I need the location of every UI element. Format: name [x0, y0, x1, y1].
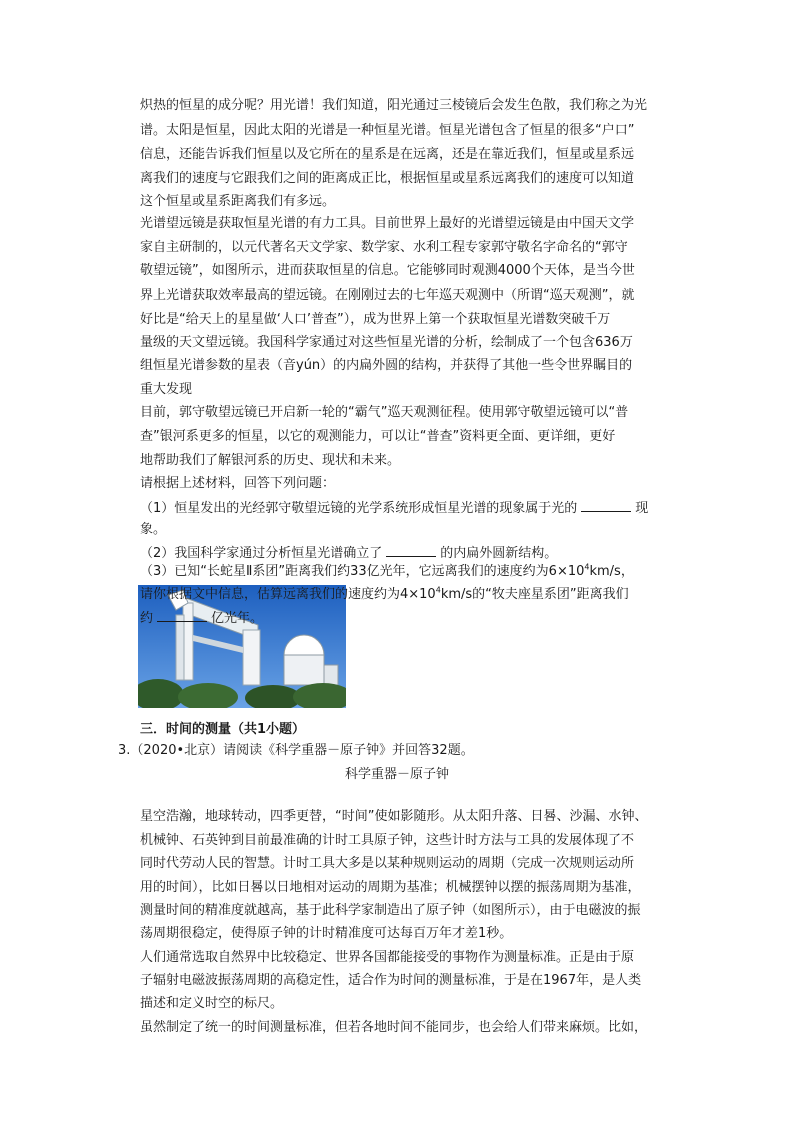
question-text: 约	[140, 611, 154, 626]
passage-line: 炽热的恒星的成分呢？用光谱！我们知道，阳光通过三棱镜后会发生色散，我们称之为光	[140, 98, 648, 113]
passage-line: 机械钟、石英钟到目前最准确的计时工具原子钟，这些计时方法与工具的发展体现了不	[140, 833, 635, 848]
question-text: 现	[635, 501, 649, 516]
question-3-line	[140, 609, 263, 627]
answer-blank[interactable]	[581, 499, 631, 512]
answer-blank[interactable]	[386, 544, 436, 557]
passage-line: 量级的天文望远镜。我国科学家通过对这些恒星光谱的分析，绘制成了一个包含636万	[140, 335, 633, 350]
passage-line: 虽然制定了统一的时间测量标准，但若各地时间不能同步，也会给人们带来麻烦。比如，	[140, 1020, 648, 1035]
passage-line: 光谱望远镜是获取恒星光谱的有力工具。目前世界上最好的光谱望远镜是由中国天文学	[140, 216, 635, 231]
exponent: 4	[584, 562, 590, 572]
passage-line: 地帮助我们了解银河系的历史、现状和未来。	[140, 453, 401, 468]
question-text: 亿光年。	[211, 611, 264, 626]
passage-line: 界上光谱获取效率最高的望远镜。在刚刚过去的七年巡天观测中（所谓“巡天观测”，就	[140, 288, 635, 303]
passage-line: 这个恒星或星系距离我们有多远。	[140, 194, 336, 209]
question-text: （3）已知“长蛇星Ⅱ系团”距离我们约33亿光年，它远离我们的速度约为6×10	[140, 564, 585, 579]
answer-blank[interactable]	[157, 609, 207, 622]
passage-line: 信息，还能告诉我们恒星以及它所在的星系是在远离，还是在靠近我们，恒星或星系远	[140, 147, 635, 162]
section-heading: 三．时间的测量（共1小题）	[140, 722, 306, 737]
question-text: 的内扁外圆新结构。	[440, 546, 558, 561]
passage-line: 同时代劳动人民的智慧。计时工具大多是以某种规则运动的周期（完成一次规则运动所	[140, 856, 635, 871]
passage-line: 测量时间的精准度就越高，基于此科学家制造出了原子钟（如图所示），由于电磁波的振	[140, 903, 641, 918]
question-3	[140, 563, 634, 580]
question-1	[140, 499, 648, 517]
passage-line: 离我们的速度与它跟我们之间的距离成正比，根据恒星或星系远离我们的速度可以知道	[140, 171, 635, 186]
question-text: （2）我国科学家通过分析恒星光谱确立了	[140, 546, 383, 561]
question-2	[140, 544, 557, 562]
passage-line: 星空浩瀚，地球转动，四季更替，“时间”使如影随形。从太阳升落、日晷、沙漏、水钟、	[140, 809, 648, 824]
question-text: km/s，	[589, 564, 634, 579]
passage-line: 查”银河系更多的恒星，以它的观测能力，可以让“普查”资料更全面、更详细，更好	[140, 429, 616, 444]
question-text: km/s的“牧夫座星系团”距离我们	[440, 587, 629, 602]
passage-line: 谱。太阳是恒星，因此太阳的光谱是一种恒星光谱。恒星光谱包含了恒星的很多“户口”	[140, 123, 635, 138]
passage-line: 用的时间），比如日晷以日地相对运动的周期为基准；机械摆钟以摆的振荡周期为基准，	[140, 880, 641, 895]
question-intro: 3.（2020•北京）请阅读《科学重器－原子钟》并回答32题。	[118, 743, 474, 758]
question-text: （1）恒星发出的光经郭守敬望远镜的光学系统形成恒星光谱的现象属于光的	[140, 501, 578, 516]
passage-line: 人们通常选取自然界中比较稳定、世界各国都能接受的事物作为测量标准。正是由于原	[140, 950, 635, 965]
article-title: 科学重器－原子钟	[344, 767, 449, 782]
exponent: 4	[435, 585, 441, 595]
passage-line: 好比是“给天上的星星做‘人口’普查”），成为世界上第一个获取恒星光谱数突破千万	[140, 312, 611, 327]
passage-line: 子辐射电磁波振荡周期的高稳定性，适合作为时间的测量标准，于是在1967年，是人类	[140, 973, 642, 988]
passage-line: 目前，郭守敬望远镜已开启新一轮的“霸气”巡天观测征程。使用郭守敬望远镜可以“普	[140, 405, 629, 420]
passage-line: 荡周期很稳定，使得原子钟的计时精准度可达每百万年才差1秒。	[140, 926, 513, 941]
passage-line: 组恒星光谱参数的星表（音yún）的内扁外圆的结构，并获得了其他一些令世界瞩目的	[140, 358, 633, 373]
question-text: 请你根据文中信息，估算远离我们的速度约为4×10	[140, 587, 436, 602]
passage-line: 重大发现	[140, 382, 193, 397]
passage-line: 敬望远镜”，如图所示，进而获取恒星的信息。它能够同时观测4000个天体，是当今世	[140, 263, 635, 278]
passage-line: 家自主研制的，以元代著名天文学家、数学家、水利工程专家郭守敬名字命名的“郭守	[140, 240, 628, 255]
passage-line: 请根据上述材料，回答下列问题：	[140, 476, 336, 491]
question-3-line	[140, 586, 629, 603]
passage-line: 描述和定义时空的标尺。	[140, 996, 284, 1011]
telescope-photo	[138, 585, 346, 708]
question-1-continued: 象。	[140, 522, 167, 537]
